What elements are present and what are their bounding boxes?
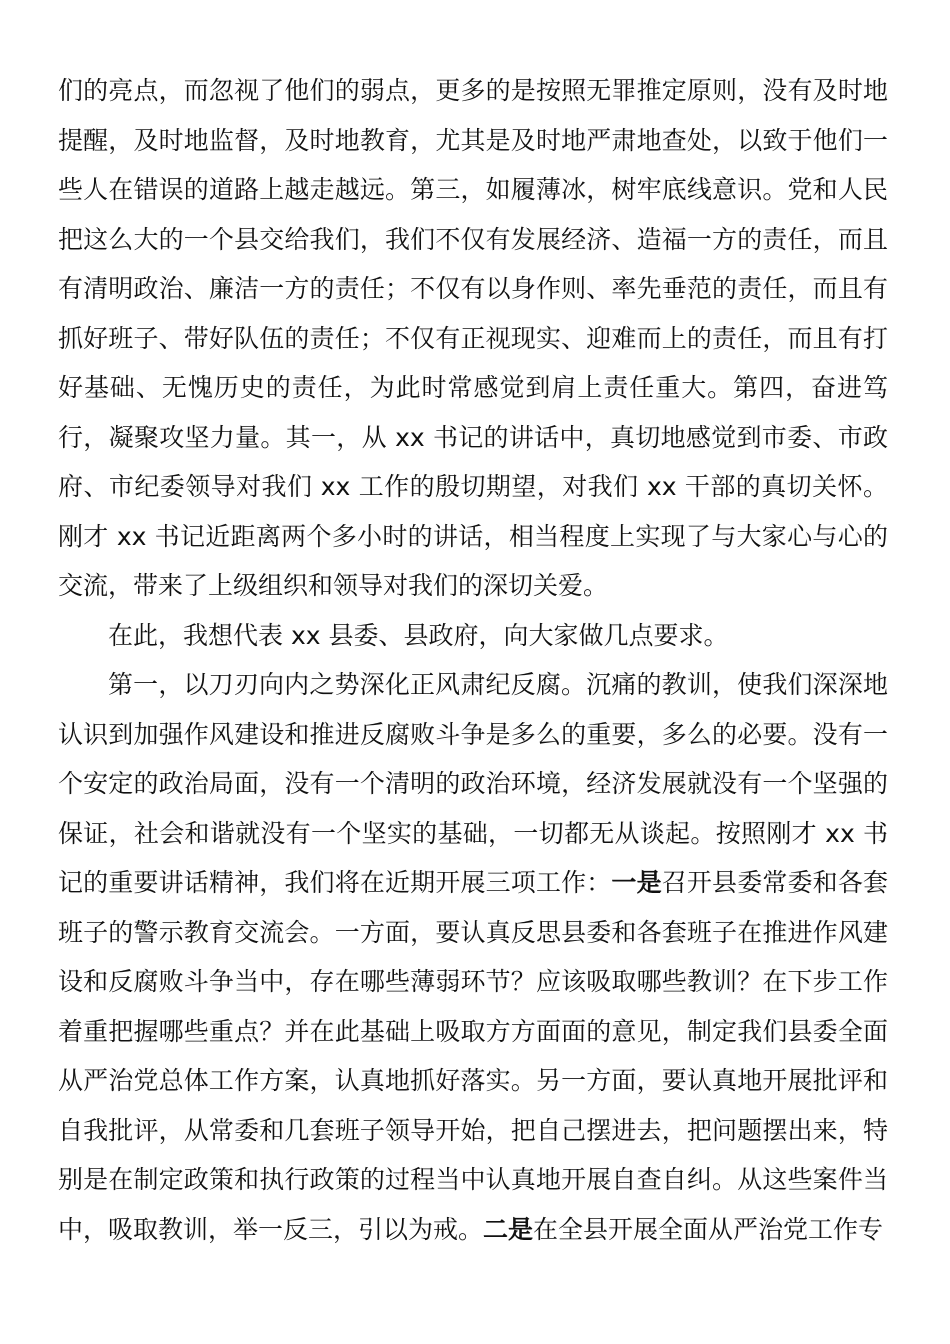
paragraph-requirements-intro: 在此，我想代表 xx 县委、县政府，向大家做几点要求。: [108, 620, 729, 650]
paragraph-first-requirement: [58, 660, 888, 1254]
paragraph-text-segment: 第一，以刀刃向内之势深化正风肃纪反腐。沉痛的教训，使我们深深地认识到加强作风建设和推进反腐败斗争是多么的重要，多么的必要。没有一个安定的政治局面，没有一个清明的政治环境，经济发展就没有一个坚强的保证，社会和谐就没有一个坚实的基础，一切都无从谈起。按照刚才 xx 书记的重要讲话精神，我们将在近期开展三项工作：: [58, 670, 888, 897]
document-page: [58, 66, 888, 1254]
paragraph-continuation: 们的亮点，而忽视了他们的弱点，更多的是按照无罪推定原则，没有及时地提醒，及时地监督，及时地教育，尤其是及时地严肃地查处，以致于他们一些人在错误的道路上越走越远。第三，如履薄冰，树牢底线意识。党和人民把这么大的一个县交给我们，我们不仅有发展经济、造福一方的责任，而且有清明政治、廉洁一方的责任；不仅有以身作则、率先垂范的责任，而且有抓好班子、带好队伍的责任；不仅有正视现实、迎难而上的责任，而且有打好基础、无愧历史的责任，为此时常感觉到肩上责任重大。第四，奋进笃行，凝聚攻坚力量。其一，从 xx 书记的讲话中，真切地感觉到市委、市政府、市纪委领导对我们 xx 工作的殷切期望，对我们 xx 干部的真切关怀。刚才 xx 书记近距离两个多小时的讲话，相当程度上实现了与大家心与心的交流，带来了上级组织和领导对我们的深切关爱。: [58, 76, 888, 600]
paragraph-text-segment: 在全县开展全面从严治党工作专: [533, 1214, 884, 1244]
bold-marker-first: 一是: [611, 868, 662, 897]
bold-marker-second: 二是: [483, 1214, 534, 1244]
paragraph-text-segment: 召开县委常委和各套班子的警示教育交流会。一方面，要认真反思县委和各套班子在推进作风建设和反腐败斗争当中，存在哪些薄弱环节？应该吸取哪些教训？在下步工作着重把握哪些重点？并在此基础上吸取方方面面的意见，制定我们县委全面从严治党总体工作方案，认真地抓好落实。另一方面，要认真地开展批评和自我批评，从常委和几套班子领导开始，把自己摆进去，把问题摆出来，特别是在制定政策和执行政策的过程当中认真地开展自查自纠。从这些案件当中，吸取教训，举一反三，引以为戒。: [58, 868, 888, 1244]
